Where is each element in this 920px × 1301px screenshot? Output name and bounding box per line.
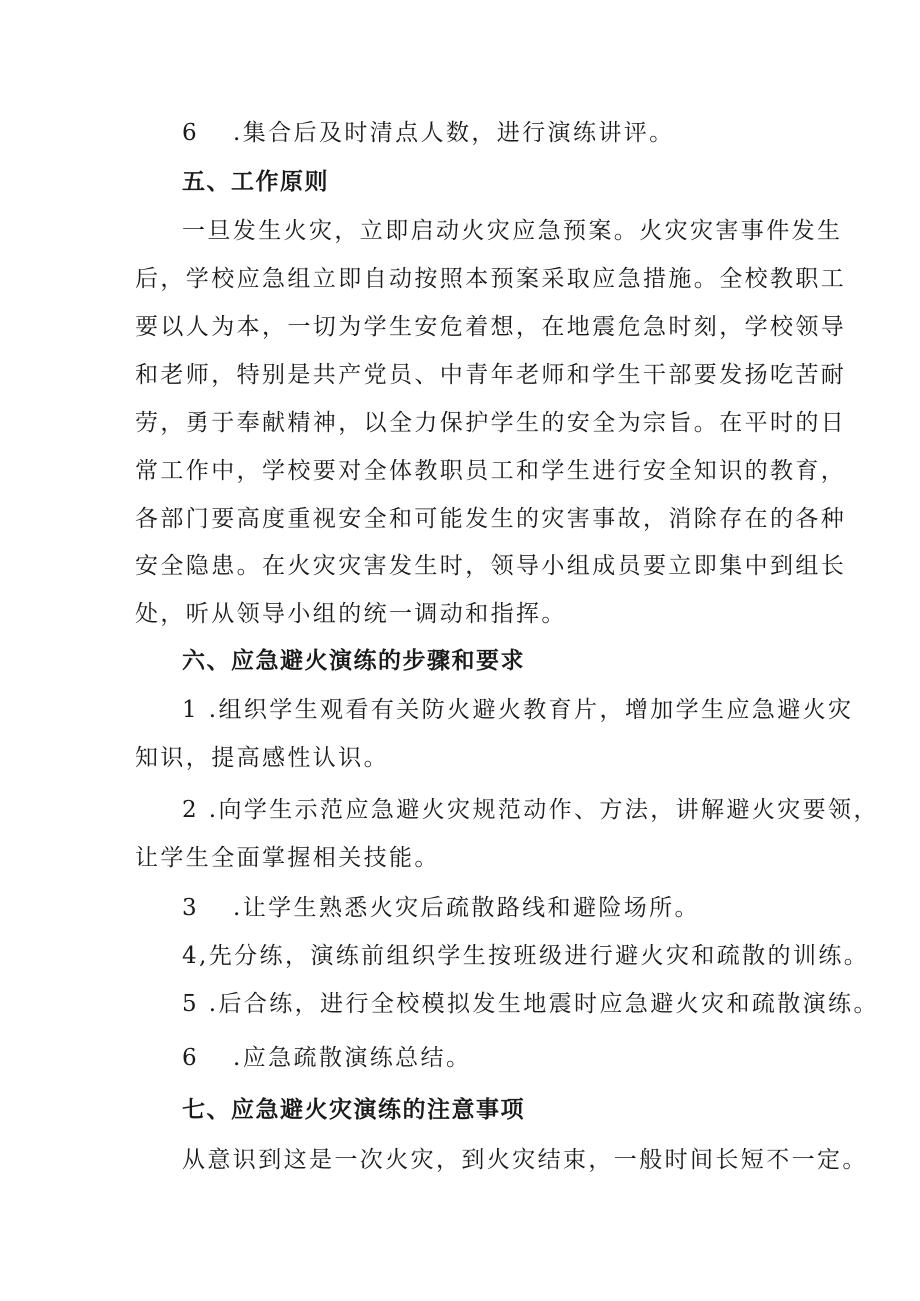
section-heading-5: 五、工作原则 (182, 169, 329, 195)
step-4: 4,先分练，演练前组织学生按班级进行避火灾和疏散的训练。 (182, 943, 870, 969)
paragraph-line: 从意识到这是一次火灾，到火灾结束，一般时间长短不一定。 (182, 1147, 868, 1173)
list-text: .让学生熟悉火灾后疏散路线和避险场所。 (233, 895, 700, 921)
paragraph-line: 劳，勇于奉献精神，以全力保护学生的安全为宗旨。在平时的日 (135, 410, 847, 436)
section-heading-6: 六、应急避火演练的步骤和要求 (182, 648, 525, 674)
paragraph-line: 处，听从领导小组的统一调动和指挥。 (135, 601, 567, 627)
step-3 (182, 893, 700, 923)
list-number: 6 (182, 120, 200, 146)
paragraph-line: 各部门要高度重视安全和可能发生的灾害事故，消除存在的各种 (135, 506, 847, 532)
section-heading-7: 七、应急避火灾演练的注意事项 (182, 1097, 525, 1123)
step-6 (182, 1043, 471, 1073)
step-1-line: 1 .组织学生观看有关防火避火教育片，增加学生应急避火灾 (182, 697, 854, 723)
paragraph-line: 后，学校应急组立即自动按照本预案采取应急措施。全校教职工 (135, 266, 847, 292)
paragraph-line: 和老师，特别是共产党员、中青年老师和学生干部要发扬吃苦耐 (135, 362, 847, 388)
list-item-6-top (182, 118, 675, 148)
step-2-line: 2 .向学生示范应急避火灾规范动作、方法，讲解避火灾要领， (182, 797, 879, 823)
paragraph-line: 常工作中，学校要对全体教职员工和学生进行安全知识的教育， (135, 458, 847, 484)
paragraph-line: 安全隐患。在火灾灾害发生时，领导小组成员要立即集中到组长 (135, 553, 847, 579)
step-5: 5 .后合练，进行全校模拟发生地震时应急避火灾和疏散演练。 (182, 991, 879, 1017)
list-number: 6 (182, 1045, 200, 1071)
step-2-line: 让学生全面掌握相关技能。 (135, 845, 440, 871)
list-text: .集合后及时清点人数，进行演练讲评。 (233, 120, 675, 146)
step-1-line: 知识，提高感性认识。 (135, 745, 389, 771)
paragraph-line: 一旦发生火灾，立即启动火灾应急预案。火灾灾害事件发生 (182, 218, 843, 244)
list-number: 3 (182, 895, 200, 921)
paragraph-line: 要以人为本，一切为学生安危着想，在地震危急时刻，学校领导 (135, 314, 847, 340)
list-text: .应急疏散演练总结。 (233, 1045, 472, 1071)
